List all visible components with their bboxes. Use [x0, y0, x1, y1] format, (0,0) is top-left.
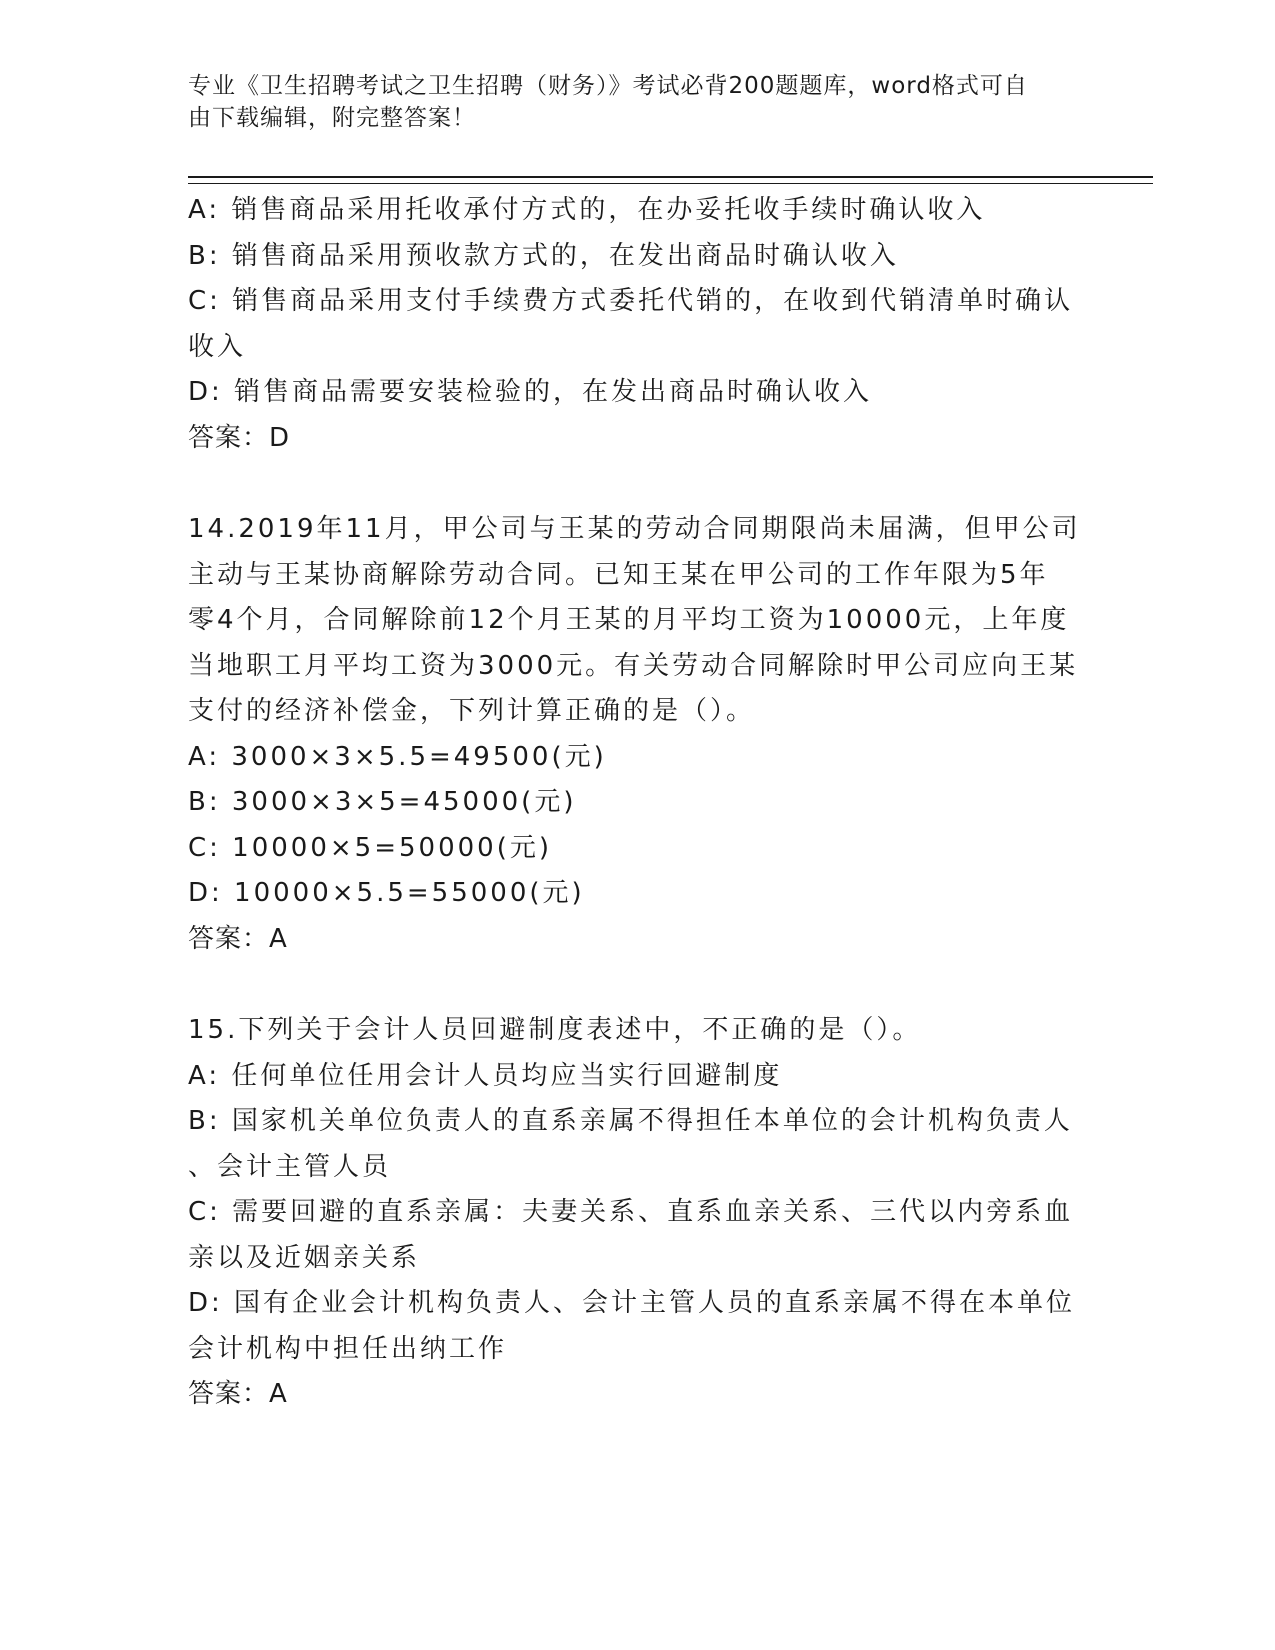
- q13-option-b: B: 销售商品采用预收款方式的，在发出商品时确认收入: [188, 240, 899, 271]
- q15-option-b: B: 国家机关单位负责人的直系亲属不得担任本单位的会计机构负责人: [188, 1106, 1073, 1136]
- q15-option-d: D: 国有企业会计机构负责人、会计主管人员的直系亲属不得在本单位: [188, 1288, 1076, 1318]
- question-14: [188, 507, 1081, 962]
- q14-option-c: C: 10000×5=50000(元): [188, 832, 552, 863]
- q14-answer: 答案：A: [188, 923, 288, 954]
- spacer: [188, 461, 1068, 507]
- header-divider-thick: [188, 176, 1153, 178]
- question-15: [188, 1008, 1076, 1418]
- q15-option-b-cont: 、会计主管人员: [188, 1151, 392, 1182]
- document-header: [188, 70, 1068, 134]
- q14-stem-line-2: 主动与王某协商解除劳动合同。已知王某在甲公司的工作年限为5年: [188, 559, 1049, 590]
- q15-option-a: A: 任何单位任用会计人员均应当实行回避制度: [188, 1060, 783, 1091]
- q13-option-a: A: 销售商品采用托收承付方式的，在办妥托收手续时确认收入: [188, 195, 986, 225]
- q13-option-c-cont: 收入: [188, 331, 247, 362]
- q14-option-a: A: 3000×3×5.5=49500(元): [188, 741, 607, 772]
- q13-option-d: D: 销售商品需要安装检验的，在发出商品时确认收入: [188, 377, 873, 407]
- q15-option-c: C: 需要回避的直系亲属：夫妻关系、直系血亲关系、三代以内旁系血: [188, 1197, 1074, 1227]
- q14-stem-line-5: 支付的经济补偿金，下列计算正确的是（）。: [188, 696, 756, 726]
- q14-stem-line-4: 当地职工月平均工资为3000元。有关劳动合同解除时甲公司应向王某: [188, 650, 1079, 681]
- q14-option-b: B: 3000×3×5=45000(元): [188, 787, 577, 817]
- q13-answer: 答案：D: [188, 422, 291, 453]
- q15-answer: 答案：A: [188, 1379, 288, 1409]
- spacer: [188, 962, 1068, 1008]
- q14-stem-line-3: 零4个月，合同解除前12个月王某的月平均工资为10000元，上年度: [188, 605, 1070, 635]
- q15-option-d-cont: 会计机构中担任出纳工作: [188, 1333, 508, 1364]
- document-body: [188, 188, 1081, 1418]
- q13-option-c: C: 销售商品采用支付手续费方式委托代销的，在收到代销清单时确认: [188, 286, 1074, 316]
- question-13: [188, 188, 1074, 461]
- q15-stem-line-1: 15.下列关于会计人员回避制度表述中，不正确的是（）。: [188, 1015, 922, 1045]
- header-divider-thin: [188, 183, 1153, 184]
- q15-option-c-cont: 亲以及近姻亲关系: [188, 1242, 421, 1273]
- q14-stem-line-1: 14.2019年11月，甲公司与王某的劳动合同期限尚未届满，但甲公司: [188, 514, 1081, 544]
- header-title-line-2: 由下载编辑，附完整答案！: [188, 105, 476, 131]
- header-title-line-1: 专业《卫生招聘考试之卫生招聘（财务）》考试必背200题题库，word格式可自: [188, 73, 1028, 99]
- q14-option-d: D: 10000×5.5=55000(元): [188, 878, 585, 908]
